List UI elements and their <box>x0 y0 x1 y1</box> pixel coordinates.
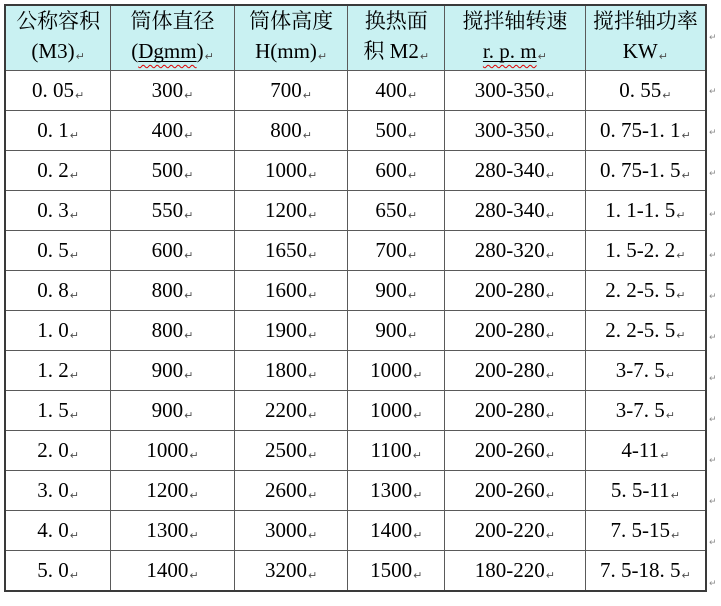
table-cell: 700↵ <box>234 71 348 111</box>
table-cell: 180-220↵ <box>445 551 586 591</box>
paragraph-mark-icon: ↵ <box>69 209 79 222</box>
table-cell: 900↵ <box>348 271 445 311</box>
table-cell: 1800↵ <box>234 351 348 391</box>
table-cell: 2600↵ <box>234 471 348 511</box>
paragraph-mark-icon: ↵ <box>407 329 418 342</box>
paragraph-mark-icon: ↵ <box>308 529 318 542</box>
paragraph-mark-icon: ↵ <box>69 169 79 182</box>
paragraph-mark-icon: ↵ <box>407 89 418 102</box>
table-cell: 280-340↵ <box>445 151 586 191</box>
paragraph-mark-icon: ↵ <box>665 409 675 422</box>
paragraph-mark-icon: ↵ <box>545 329 555 342</box>
table-cell: 4-11↵ <box>585 431 706 471</box>
paragraph-mark-icon: ↵ <box>184 369 194 382</box>
header-cylinder-height <box>234 5 348 71</box>
paragraph-mark-icon: ↵ <box>302 129 312 142</box>
table-cell: 1000↵ <box>234 151 348 191</box>
table-cell: 800↵ <box>234 111 348 151</box>
paragraph-mark-icon: ↵ <box>676 209 686 222</box>
paragraph-mark-icon: ↵ <box>69 489 79 502</box>
paragraph-mark-icon: ↵ <box>545 409 555 422</box>
table-cell: 1. 1-1. 5↵ <box>585 191 706 231</box>
paragraph-mark-icon: ↵ <box>308 329 318 342</box>
table-cell: 3200↵ <box>234 551 348 591</box>
table-cell: 3-7. 5↵ <box>585 351 706 391</box>
header-shaft-power <box>585 5 706 71</box>
header-line1: 公称容积 <box>16 9 101 33</box>
table-cell: 0. 3↵ <box>5 191 111 231</box>
table-row <box>5 151 706 191</box>
paragraph-mark-icon: ↵ <box>184 249 194 262</box>
table-cell: 1000↵ <box>111 431 235 471</box>
row-end-mark-icon: ↵ <box>709 496 717 507</box>
header-line2: KW <box>622 39 658 63</box>
paragraph-mark-icon: ↵ <box>662 89 672 102</box>
table-cell: 7. 5-18. 5↵ <box>585 551 706 591</box>
paragraph-mark-icon: ↵ <box>189 529 199 542</box>
table-row <box>5 71 706 111</box>
paragraph-mark-icon: ↵ <box>665 369 675 382</box>
table-cell: 500↵ <box>348 111 445 151</box>
table-cell: 650↵ <box>348 191 445 231</box>
table-cell: 2. 0↵ <box>5 431 111 471</box>
paragraph-mark-icon: ↵ <box>302 89 312 102</box>
row-end-mark-icon: ↵ <box>709 291 717 302</box>
table-row <box>5 471 706 511</box>
misspelled-word: r. p. m <box>482 39 537 63</box>
paragraph-mark-icon: ↵ <box>69 129 79 142</box>
table-cell: 1100↵ <box>348 431 445 471</box>
paragraph-mark-icon: ↵ <box>681 169 691 182</box>
paragraph-mark-icon: ↵ <box>69 369 79 382</box>
table-cell: 1600↵ <box>234 271 348 311</box>
paragraph-mark-icon: ↵ <box>681 129 691 142</box>
table-cell: 500↵ <box>111 151 235 191</box>
table-cell: 1200↵ <box>234 191 348 231</box>
table-cell: 0. 2↵ <box>5 151 111 191</box>
paragraph-mark-icon: ↵ <box>676 329 686 342</box>
table-cell: 400↵ <box>111 111 235 151</box>
paragraph-mark-icon: ↵ <box>407 249 418 262</box>
paragraph-mark-icon: ↵ <box>204 50 214 63</box>
header-nominal-volume <box>5 5 111 71</box>
table-row <box>5 511 706 551</box>
paragraph-mark-icon: ↵ <box>681 568 691 582</box>
table-cell: 800↵ <box>111 271 235 311</box>
table-row <box>5 391 706 431</box>
table-cell: 200-260↵ <box>445 471 586 511</box>
paragraph-mark-icon: ↵ <box>413 489 423 502</box>
table-cell: 2. 2-5. 5↵ <box>585 271 706 311</box>
table-cell: 0. 75-1. 5↵ <box>585 151 706 191</box>
header-line2: 积 M2 <box>363 39 419 63</box>
table-cell: 1. 5↵ <box>5 391 111 431</box>
paragraph-mark-icon: ↵ <box>189 489 199 502</box>
paragraph-mark-icon: ↵ <box>189 568 199 582</box>
table-cell: 1300↵ <box>111 511 235 551</box>
paragraph-mark-icon: ↵ <box>419 50 430 63</box>
table-cell: 1400↵ <box>348 511 445 551</box>
paragraph-mark-icon: ↵ <box>308 449 318 462</box>
table-cell: 1200↵ <box>111 471 235 511</box>
table-cell: 0. 1↵ <box>5 111 111 151</box>
paragraph-mark-icon: ↵ <box>407 209 418 222</box>
paragraph-mark-icon: ↵ <box>69 289 79 302</box>
table-cell: 300-350↵ <box>445 71 586 111</box>
row-end-mark-icon: ↵ <box>709 86 717 97</box>
paragraph-mark-icon: ↵ <box>184 89 194 102</box>
paragraph-mark-icon: ↵ <box>75 50 85 63</box>
row-end-mark-icon: ↵ <box>709 32 717 43</box>
table-cell: 550↵ <box>111 191 235 231</box>
table-cell: 200-280↵ <box>445 311 586 351</box>
paragraph-mark-icon: ↵ <box>412 449 422 462</box>
paragraph-mark-icon: ↵ <box>670 529 681 542</box>
header-cylinder-diameter <box>111 5 235 71</box>
table-cell: 280-320↵ <box>445 231 586 271</box>
table-cell: 0. 8↵ <box>5 271 111 311</box>
paragraph-mark-icon: ↵ <box>545 289 555 302</box>
paragraph-mark-icon: ↵ <box>407 289 418 302</box>
row-end-mark-icon: ↵ <box>709 414 717 425</box>
header-line2 <box>483 39 537 63</box>
paragraph-mark-icon: ↵ <box>676 289 686 302</box>
table-cell: 200-260↵ <box>445 431 586 471</box>
paragraph-mark-icon: ↵ <box>308 289 318 302</box>
paragraph-mark-icon: ↵ <box>658 50 668 63</box>
table-cell: 900↵ <box>111 391 235 431</box>
paragraph-mark-icon: ↵ <box>413 409 423 422</box>
paragraph-mark-icon: ↵ <box>545 489 555 502</box>
table-cell: 1000↵ <box>348 391 445 431</box>
table-cell: 200-220↵ <box>445 511 586 551</box>
paragraph-mark-icon: ↵ <box>308 249 318 262</box>
paragraph-mark-icon: ↵ <box>69 249 79 262</box>
paragraph-mark-icon: ↵ <box>413 568 423 582</box>
table-cell: 0. 55↵ <box>585 71 706 111</box>
row-end-mark-icon: ↵ <box>709 168 717 179</box>
header-line1: 换热面 <box>364 9 428 33</box>
paragraph-mark-icon: ↵ <box>545 568 555 582</box>
table-cell: 400↵ <box>348 71 445 111</box>
header-line2: H(mm) <box>255 39 317 63</box>
paragraph-mark-icon: ↵ <box>184 129 194 142</box>
paragraph-mark-icon: ↵ <box>545 129 555 142</box>
table-cell: 600↵ <box>111 231 235 271</box>
row-end-mark-icon: ↵ <box>709 127 717 138</box>
row-end-mark-icon: ↵ <box>709 373 717 384</box>
paragraph-mark-icon: ↵ <box>308 209 318 222</box>
table-cell: 200-280↵ <box>445 391 586 431</box>
spec-table <box>4 4 707 592</box>
table-cell: 300-350↵ <box>445 111 586 151</box>
header-line1: 搅拌轴功率 <box>592 9 698 33</box>
paragraph-mark-icon: ↵ <box>184 329 194 342</box>
row-end-mark-icon: ↵ <box>709 209 717 220</box>
paragraph-mark-icon: ↵ <box>189 449 199 462</box>
table-cell: 0. 05↵ <box>5 71 111 111</box>
table-row <box>5 271 706 311</box>
paragraph-mark-icon: ↵ <box>308 369 318 382</box>
table-cell: 2. 2-5. 5↵ <box>585 311 706 351</box>
paragraph-mark-icon: ↵ <box>184 289 194 302</box>
table-cell: 1500↵ <box>348 551 445 591</box>
table-row <box>5 191 706 231</box>
row-end-mark-icon: ↵ <box>709 250 717 261</box>
paragraph-mark-icon: ↵ <box>413 529 423 542</box>
paragraph-mark-icon: ↵ <box>308 489 318 502</box>
header-row <box>5 5 706 71</box>
paragraph-mark-icon: ↵ <box>184 209 194 222</box>
paragraph-mark-icon: ↵ <box>545 369 555 382</box>
header-shaft-speed <box>445 5 586 71</box>
table-cell: 600↵ <box>348 151 445 191</box>
table-cell: 5. 0↵ <box>5 551 111 591</box>
table-cell: 900↵ <box>348 311 445 351</box>
row-end-mark-icon: ↵ <box>709 455 717 466</box>
table-cell: 3-7. 5↵ <box>585 391 706 431</box>
paragraph-mark-icon: ↵ <box>184 169 194 182</box>
table-cell: 1. 0↵ <box>5 311 111 351</box>
paragraph-mark-icon: ↵ <box>545 209 555 222</box>
table-row <box>5 551 706 591</box>
paragraph-mark-icon: ↵ <box>537 50 547 63</box>
paragraph-mark-icon: ↵ <box>676 249 686 262</box>
header-line2: (Dgmm) <box>131 39 204 63</box>
paragraph-mark-icon: ↵ <box>545 169 555 182</box>
paragraph-mark-icon: ↵ <box>184 409 194 422</box>
table-cell: 200-280↵ <box>445 271 586 311</box>
paragraph-mark-icon: ↵ <box>308 409 318 422</box>
header-line1: 筒体高度 <box>249 9 334 33</box>
table-cell: 1900↵ <box>234 311 348 351</box>
paragraph-mark-icon: ↵ <box>69 568 79 582</box>
paragraph-mark-icon: ↵ <box>545 249 555 262</box>
row-end-mark-icon: ↵ <box>709 537 717 548</box>
table-cell: 1000↵ <box>348 351 445 391</box>
paragraph-mark-icon: ↵ <box>545 529 555 542</box>
table-cell: 4. 0↵ <box>5 511 111 551</box>
paragraph-mark-icon: ↵ <box>69 449 79 462</box>
table-row <box>5 111 706 151</box>
paragraph-mark-icon: ↵ <box>545 89 555 102</box>
table-cell: 280-340↵ <box>445 191 586 231</box>
paragraph-mark-icon: ↵ <box>69 329 79 342</box>
paragraph-mark-icon: ↵ <box>407 169 418 182</box>
table-row <box>5 431 706 471</box>
header-heat-exchange-area <box>348 5 445 71</box>
table-cell: 1. 2↵ <box>5 351 111 391</box>
table-cell: 1400↵ <box>111 551 235 591</box>
table-cell: 200-280↵ <box>445 351 586 391</box>
table-cell: 1650↵ <box>234 231 348 271</box>
table-row <box>5 351 706 391</box>
table-cell: 0. 5↵ <box>5 231 111 271</box>
header-line1: 搅拌轴转速 <box>462 9 568 33</box>
header-line1: 筒体直径 <box>130 9 215 33</box>
table-cell: 700↵ <box>348 231 445 271</box>
table-cell: 0. 75-1. 1↵ <box>585 111 706 151</box>
table-cell: 300↵ <box>111 71 235 111</box>
table-cell: 3. 0↵ <box>5 471 111 511</box>
table-cell: 800↵ <box>111 311 235 351</box>
table-cell: 7. 5-15↵ <box>585 511 706 551</box>
table-cell: 2500↵ <box>234 431 348 471</box>
header-line2: (M3) <box>31 39 75 63</box>
table-row <box>5 311 706 351</box>
paragraph-mark-icon: ↵ <box>670 489 680 502</box>
table-cell: 900↵ <box>111 351 235 391</box>
table-cell: 3000↵ <box>234 511 348 551</box>
table-row <box>5 231 706 271</box>
paragraph-mark-icon: ↵ <box>413 369 423 382</box>
misspelled-word: Dgmm <box>138 39 197 63</box>
paragraph-mark-icon: ↵ <box>69 529 79 542</box>
table-cell: 2200↵ <box>234 391 348 431</box>
row-end-mark-icon: ↵ <box>709 332 717 343</box>
paragraph-mark-icon: ↵ <box>308 568 318 582</box>
paragraph-mark-icon: ↵ <box>407 129 418 142</box>
row-end-mark-icon: ↵ <box>709 578 717 589</box>
paragraph-mark-icon: ↵ <box>75 89 85 102</box>
table-cell: 1300↵ <box>348 471 445 511</box>
paragraph-mark-icon: ↵ <box>545 449 555 462</box>
paragraph-mark-icon: ↵ <box>317 50 328 63</box>
paragraph-mark-icon: ↵ <box>660 449 670 462</box>
table-cell: 5. 5-11↵ <box>585 471 706 511</box>
paragraph-mark-icon: ↵ <box>308 169 318 182</box>
paragraph-mark-icon: ↵ <box>69 409 79 422</box>
table-cell: 1. 5-2. 2↵ <box>585 231 706 271</box>
row-end-mark-gutter <box>707 4 721 604</box>
